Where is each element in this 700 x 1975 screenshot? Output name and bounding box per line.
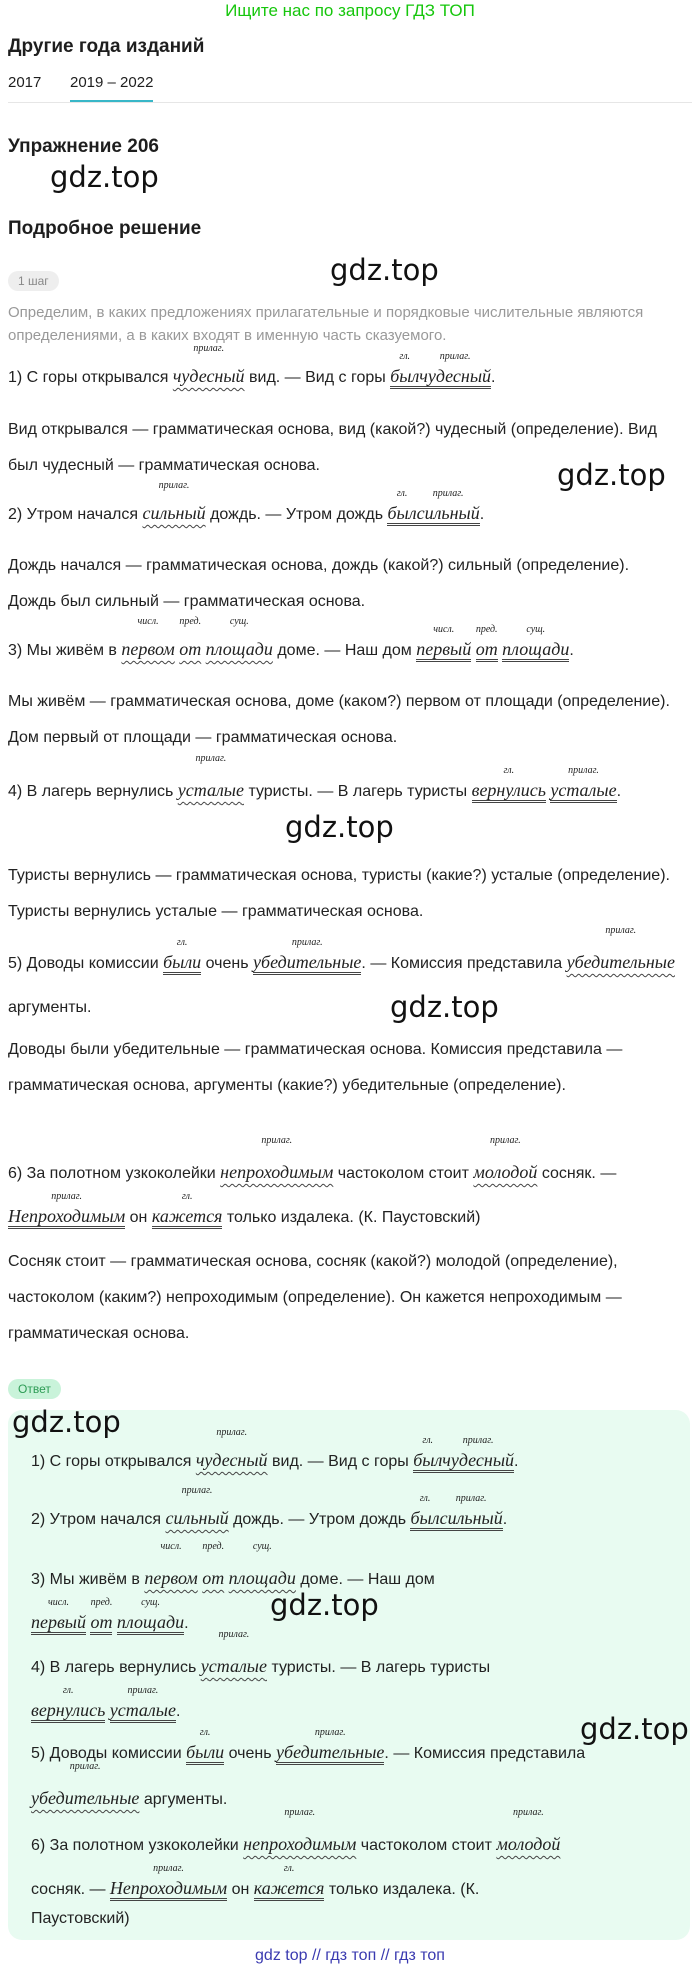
text: 3) Мы живём в [31,1571,140,1588]
pos-label: прилаг. [153,1863,184,1874]
predicate-word [502,624,570,662]
pos-label: гл. [419,1493,431,1504]
predicate-word [116,1597,185,1635]
pos-label: сущ. [252,1541,272,1552]
sentence-3 [8,616,678,669]
pos-label: гл. [181,1191,193,1202]
word: вернулись [31,1700,106,1720]
word: убедительные [566,952,675,972]
watermark: gdz.top [270,1588,379,1622]
adjective-word [200,1629,267,1688]
numeral-word [144,1541,198,1600]
text: . [569,642,574,659]
predicate-word [416,488,480,526]
text: очень [205,955,249,972]
answer-sentence-5 [31,1727,671,1822]
numeral-word [121,616,175,667]
pos-label: гл. [396,488,408,499]
adjective-word [473,1135,538,1194]
pos-label: пред. [202,1541,225,1552]
pos-label: прилаг. [568,765,599,776]
pos-label: сущ. [141,1597,160,1608]
word: были [186,1742,225,1762]
word: кажется [253,1878,325,1898]
predicate-word [471,765,546,803]
word: чудесный [195,1450,268,1470]
pos-label: прилаг. [513,1807,544,1818]
text: только издалека. (К. Паустовский) [226,1209,481,1226]
word: первом [144,1568,198,1588]
editions-tabs [8,70,692,103]
text: 6) За полотном узкоколейки [31,1837,239,1854]
adjective-word [195,1427,268,1478]
watermark: gdz.top [557,458,666,492]
pos-label: гл. [199,1727,211,1738]
pos-label: прилаг. [181,1485,213,1496]
pos-label: прилаг. [195,753,227,764]
pos-label: пред. [90,1597,113,1608]
pos-label: прилаг. [439,351,471,362]
pos-label: гл. [283,1863,295,1874]
word: молодой [496,1834,561,1854]
sentence-1 [8,343,678,396]
word: усталые [200,1656,267,1676]
text: 1) С горы открывался [8,369,169,386]
word: первый [31,1612,86,1632]
text: 6) За полотном узкоколейки [8,1165,216,1182]
predicate-word [413,1435,443,1473]
adjective-word [496,1807,561,1866]
pos-label: прилаг. [432,488,464,499]
pos-label: прилаг. [462,1435,494,1446]
pos-label: прилаг. [605,925,637,936]
sentence-4 [8,753,678,814]
text: очень [228,1745,272,1762]
word: сильный [142,503,206,523]
pos-label: прилаг. [193,343,225,354]
text: дождь. — Утром дождь [233,1511,407,1528]
pos-label: прилаг. [216,1427,248,1438]
text: 2) Утром начался [8,506,139,523]
text: . — Комиссия представила [361,955,563,972]
predicate-word [31,1597,86,1635]
text: сосняк. — [31,1881,106,1898]
sentence-5 [8,925,678,1030]
predicate-word [109,1685,176,1723]
text: только издалека. (К. [328,1881,480,1898]
pos-label: прилаг. [51,1191,82,1202]
word: площади [205,639,273,659]
adjective-word [142,480,206,531]
text: аргументы. [143,1791,228,1808]
watermark: gdz.top [12,1405,121,1439]
word: убедительные [31,1788,140,1808]
explanation-4: Туристы вернулись — грамматическая основа, туристы (какие?) усталые (определение). Туристы вернулись усталые — грамматическая основа. [8,867,670,920]
intro-text: Определим, в каких предложениях прилагательные и порядковые числительные являются определениями, а в каких входят в именную часть сказуемого. [8,304,644,344]
predicate-word [439,1493,503,1531]
watermark: gdz.top [285,810,394,844]
pos-label: гл. [62,1685,74,1696]
text: сосняк. — [541,1165,617,1182]
word: вернулись [471,780,546,800]
pos-label: прилаг. [314,1727,346,1738]
word: убедительные [253,952,362,972]
predicate-word [276,1727,385,1765]
text: доме. — Наш дом [277,642,412,659]
pos-label: прилаг. [455,1493,487,1504]
text: 3) Мы живём в [8,642,117,659]
word: сильный [165,1508,229,1528]
word: убедительные [276,1742,385,1762]
word: от [90,1612,113,1632]
word: чудесный [442,1450,515,1470]
text: он [231,1881,250,1898]
text: дождь. — Утром дождь [210,506,384,523]
preposition-word [179,616,202,667]
text: он [129,1209,148,1226]
word: кажется [151,1206,223,1226]
text: . [502,1511,508,1528]
word: первом [121,639,175,659]
predicate-word [550,765,617,803]
editions-title: Другие года изданий [8,36,205,57]
word: были [163,952,202,972]
text: 4) В лагерь вернулись [31,1659,197,1676]
adjective-word [165,1485,229,1536]
answer-sentence-6 [31,1807,671,1912]
exercise-title: Упражнение 206 [8,136,159,157]
word: Непроходимым [109,1878,228,1898]
verb-word [186,1727,225,1765]
step-badge: 1 шаг [8,271,59,291]
pos-label: пред. [179,616,202,627]
word: усталые [109,1700,176,1720]
answer-sentence-2 [31,1485,671,1538]
predicate-word [410,1493,440,1531]
pos-label: пред. [475,624,498,635]
adjective-word [177,753,244,812]
explanation-5: Доводы были убедительные — грамматическая основа. Комиссия представила — грамматическая основа, аргументы (какие?) убедительные (определение). [8,1041,623,1094]
word: от [202,1568,225,1588]
text: 2) Утром начался [31,1511,162,1528]
preposition-word [202,1541,225,1600]
predicate-word [475,624,498,662]
word: был [413,1450,443,1470]
text: доме. — Наш дом [300,1571,435,1588]
watermark: gdz.top [330,253,439,287]
text: туристы. — В лагерь туристы [271,1659,491,1676]
answer-badge: Ответ [8,1379,61,1399]
pos-label: прилаг. [291,937,323,948]
word: был [390,366,420,386]
text: частоколом стоит [337,1165,469,1182]
pos-label: числ. [47,1597,70,1608]
solution-title: Подробное решение [8,218,202,239]
predicate-word [31,1685,106,1723]
pos-label: прилаг. [127,1685,159,1696]
pos-label: числ. [160,1541,182,1552]
word: усталые [177,780,244,800]
watermark: gdz.top [50,160,159,194]
sentence-6 [8,1135,678,1240]
predicate-word [8,1191,126,1229]
text: . [491,369,496,386]
text: 1) С горы открывался [31,1453,192,1470]
word: первый [416,639,472,659]
sentence-2 [8,480,678,533]
word: сильный [416,503,480,523]
word: площади [228,1568,296,1588]
predicate-word [442,1435,515,1473]
pos-label: прилаг. [284,1807,316,1818]
pos-label: гл. [422,1435,434,1446]
word: площади [116,1612,185,1632]
text: аргументы. [8,999,92,1016]
predicate-word [419,351,492,389]
word: площади [502,639,570,659]
answer-sentence-6-end: Паустовский) [31,1910,130,1927]
pos-label: сущ. [229,616,249,627]
text: . [479,506,485,523]
word: непроходимым [220,1162,334,1182]
tab-year-2019-2022[interactable]: 2019 – 2022 [70,74,153,102]
pos-label: прилаг. [218,1629,250,1640]
word: непроходимым [243,1834,357,1854]
tab-year-2017[interactable]: 2017 [8,74,42,91]
predicate-word [416,624,472,662]
word: от [475,639,498,659]
adjective-word [243,1807,357,1866]
explanation-6: Сосняк стоит — грамматическая основа, сосняк (какой?) молодой (определение), частоколом (каким?) непроходимым (определение). Он кажется непроходимым — грамматическая основа. [8,1253,622,1342]
noun-word [205,616,273,667]
predicate-word [151,1191,223,1229]
watermark: gdz.top [390,990,499,1024]
predicate-word [387,488,417,526]
text: вид. — Вид с горы [272,1453,409,1470]
word: от [179,639,202,659]
word: усталые [550,780,617,800]
word: был [387,503,417,523]
adjective-word [31,1761,140,1820]
explanation-2: Дождь начался — грамматическая основа, дождь (какой?) сильный (определение). Дождь был сильный — грамматическая основа. [8,557,630,610]
predicate-word [390,351,420,389]
pos-label: прилаг. [261,1135,293,1146]
pos-label: числ. [137,616,159,627]
pos-label: сущ. [526,624,546,635]
predicate-word [90,1597,113,1635]
word: Непроходимым [8,1206,126,1226]
text: вид. — Вид с горы [249,369,386,386]
answer-sentence-4 [31,1629,671,1734]
watermark: gdz.top [580,1712,689,1746]
adjective-word [220,1135,334,1194]
word: сильный [439,1508,503,1528]
answer-sentence-1 [31,1427,671,1480]
search-banner[interactable]: Ищите нас по запросу ГДЗ ТОП [225,1,475,20]
text: . [514,1453,519,1470]
verb-word [163,937,202,975]
text: 4) В лагерь вернулись [8,783,174,800]
pos-label: гл. [503,765,515,776]
text: . — Комиссия представила [384,1745,586,1762]
explanation-1: Вид открывался — грамматическая основа, вид (какой?) чудесный (определение). Вид был чудесный — грамматическая основа. [8,421,657,474]
predicate-word [109,1863,228,1901]
predicate-word [253,937,362,975]
word: молодой [473,1162,538,1182]
predicate-word [253,1863,325,1901]
explanation-3: Мы живём — грамматическая основа, доме (каком?) первом от площади (определение). Дом первый от площади — грамматическая основа. [8,693,670,746]
text: 5) Доводы комиссии [31,1745,182,1762]
text: . [184,1615,189,1632]
word: чудесный [419,366,492,386]
word: чудесный [172,366,245,386]
text: . [175,1703,181,1720]
pos-label: гл. [399,351,411,362]
pos-label: прилаг. [69,1761,101,1772]
adjective-word [172,343,245,394]
pos-label: числ. [433,624,455,635]
adjective-word [566,925,675,984]
text: 5) Доводы комиссии [8,955,159,972]
text: частоколом стоит [360,1837,492,1854]
word: был [410,1508,440,1528]
pos-label: прилаг. [158,480,190,491]
pos-label: прилаг. [490,1135,521,1146]
text: туристы. — В лагерь туристы [248,783,468,800]
text: . [616,783,622,800]
pos-label: гл. [176,937,188,948]
footer-links[interactable]: gdz top // гдз топ // гдз топ [255,1947,445,1964]
